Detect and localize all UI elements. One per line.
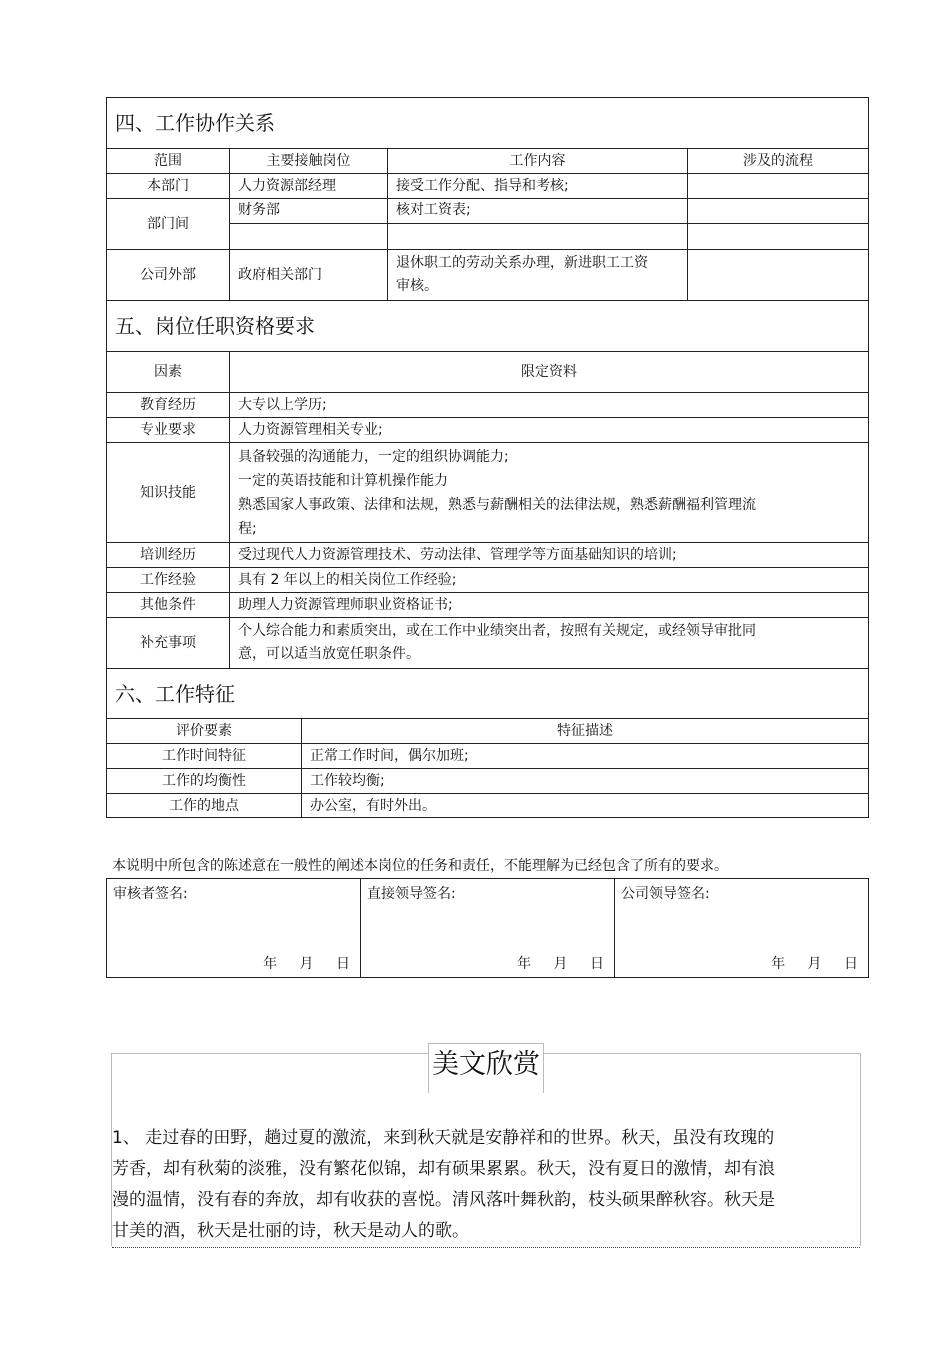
table-row [107,393,869,418]
section-6-title: 六、工作特征 [107,669,869,719]
requirement-cell: 人力资源管理相关专业; [230,418,869,443]
essay-line: 1、 走过春的田野，趟过夏的激流，来到秋天就是安静祥和的世界。秋天，虽没有玫瑰的 [112,1128,775,1148]
empty-cell [688,224,869,250]
feature-desc-cell: 正常工作时间，偶尔加班; [302,744,869,769]
table-row [107,250,869,301]
post-cell: 人力资源部经理 [230,174,388,199]
signature-date: 年 月 日 [771,956,858,972]
empty-cell [230,224,388,250]
requirement-line: 个人综合能力和素质突出，或在工作中业绩突出者，按照有关规定，或经领导审批同 [238,623,756,639]
essay-line: 芳香，却有秋菊的淡雅，没有繁花似锦，却有硕果累累。秋天，没有夏日的激情，却有浪 [112,1159,775,1179]
essay-line: 甘美的酒，秋天是壮丽的诗，秋天是动人的歌。 [112,1216,860,1248]
header-requirement: 限定资料 [230,352,869,393]
table-row [107,568,869,593]
requirement-line: 具备较强的沟通能力，一定的组织协调能力; [238,448,509,465]
table-row [107,443,869,543]
flow-cell [688,199,869,224]
factor-cell: 知识技能 [107,443,230,543]
factor-cell: 专业要求 [107,418,230,443]
requirement-line: 熟悉国家人事政策、法律和法规，熟悉与薪酬相关的法律法规，熟悉薪酬福利管理流 [238,496,756,513]
flow-cell [688,250,869,301]
signature-label: 审核者签名: [113,886,188,902]
table-row [107,199,869,224]
header-scope: 范围 [107,149,230,174]
requirement-cell [230,618,869,669]
eval-factor-cell: 工作的均衡性 [107,769,302,794]
table-row [107,543,869,568]
requirement-line: 意，可以适当放宽任职条件。 [238,646,420,662]
requirement-cell: 助理人力资源管理师职业资格证书; [230,593,869,618]
post-cell: 政府相关部门 [230,250,388,301]
signature-label: 直接领导签名: [367,886,456,902]
signature-date: 年 月 日 [263,956,350,972]
header-work-content: 工作内容 [388,149,688,174]
signature-table [106,878,869,978]
direct-leader-signature-cell[interactable] [361,879,615,978]
reviewer-signature-cell[interactable] [107,879,361,978]
header-factor: 因素 [107,352,230,393]
essay-line: 漫的温情，没有春的奔放，却有收获的喜悦。清风落叶舞秋韵，枝头硕果醉秋容。秋天是 [112,1190,775,1210]
section-5-title: 五、岗位任职资格要求 [107,301,869,352]
post-cell: 财务部 [230,199,388,224]
header-contact-post: 主要接触岗位 [230,149,388,174]
scope-cell: 部门间 [107,199,230,250]
flow-cell [688,174,869,199]
table-row [107,794,869,818]
eval-factor-cell: 工作时间特征 [107,744,302,769]
requirement-cell [230,443,869,543]
table-row [107,744,869,769]
scope-cell: 公司外部 [107,250,230,301]
scope-cell: 本部门 [107,174,230,199]
essay-title: 美文欣赏 [428,1043,544,1093]
content-cell: 退休职工的劳动关系办理，新进职工工资审核。 [388,250,688,301]
company-leader-signature-cell[interactable] [615,879,869,978]
disclaimer-note: 本说明中所包含的陈述意在一般性的阐述本岗位的任务和责任，不能理解为已经包含了所有的要求。 [112,858,728,874]
header-eval-factor: 评价要素 [107,719,302,744]
requirement-cell: 具有 2 年以上的相关岗位工作经验; [230,568,869,593]
factor-cell: 培训经历 [107,543,230,568]
table-row [107,418,869,443]
requirement-cell: 大专以上学历; [230,393,869,418]
table-row [107,769,869,794]
factor-cell: 教育经历 [107,393,230,418]
factor-cell: 补充事项 [107,618,230,669]
job-description-table [106,97,869,818]
signature-label: 公司领导签名: [621,886,710,902]
content-cell: 接受工作分配、指导和考核; [388,174,688,199]
factor-cell: 其他条件 [107,593,230,618]
table-row [107,618,869,669]
requirement-line: 程; [238,520,257,537]
feature-desc-cell: 工作较均衡; [302,769,869,794]
header-feature-desc: 特征描述 [302,719,869,744]
essay-body [112,1123,872,1248]
section-4-title: 四、工作协作关系 [107,98,869,149]
requirement-line: 一定的英语技能和计算机操作能力 [238,472,448,489]
content-cell: 核对工资表; [388,199,688,224]
factor-cell: 工作经验 [107,568,230,593]
eval-factor-cell: 工作的地点 [107,794,302,818]
empty-cell [388,224,688,250]
feature-desc-cell: 办公室，有时外出。 [302,794,869,818]
header-process: 涉及的流程 [688,149,869,174]
signature-date: 年 月 日 [517,956,604,972]
table-row [107,593,869,618]
table-row [107,174,869,199]
requirement-cell: 受过现代人力资源管理技术、劳动法律、管理学等方面基础知识的培训; [230,543,869,568]
